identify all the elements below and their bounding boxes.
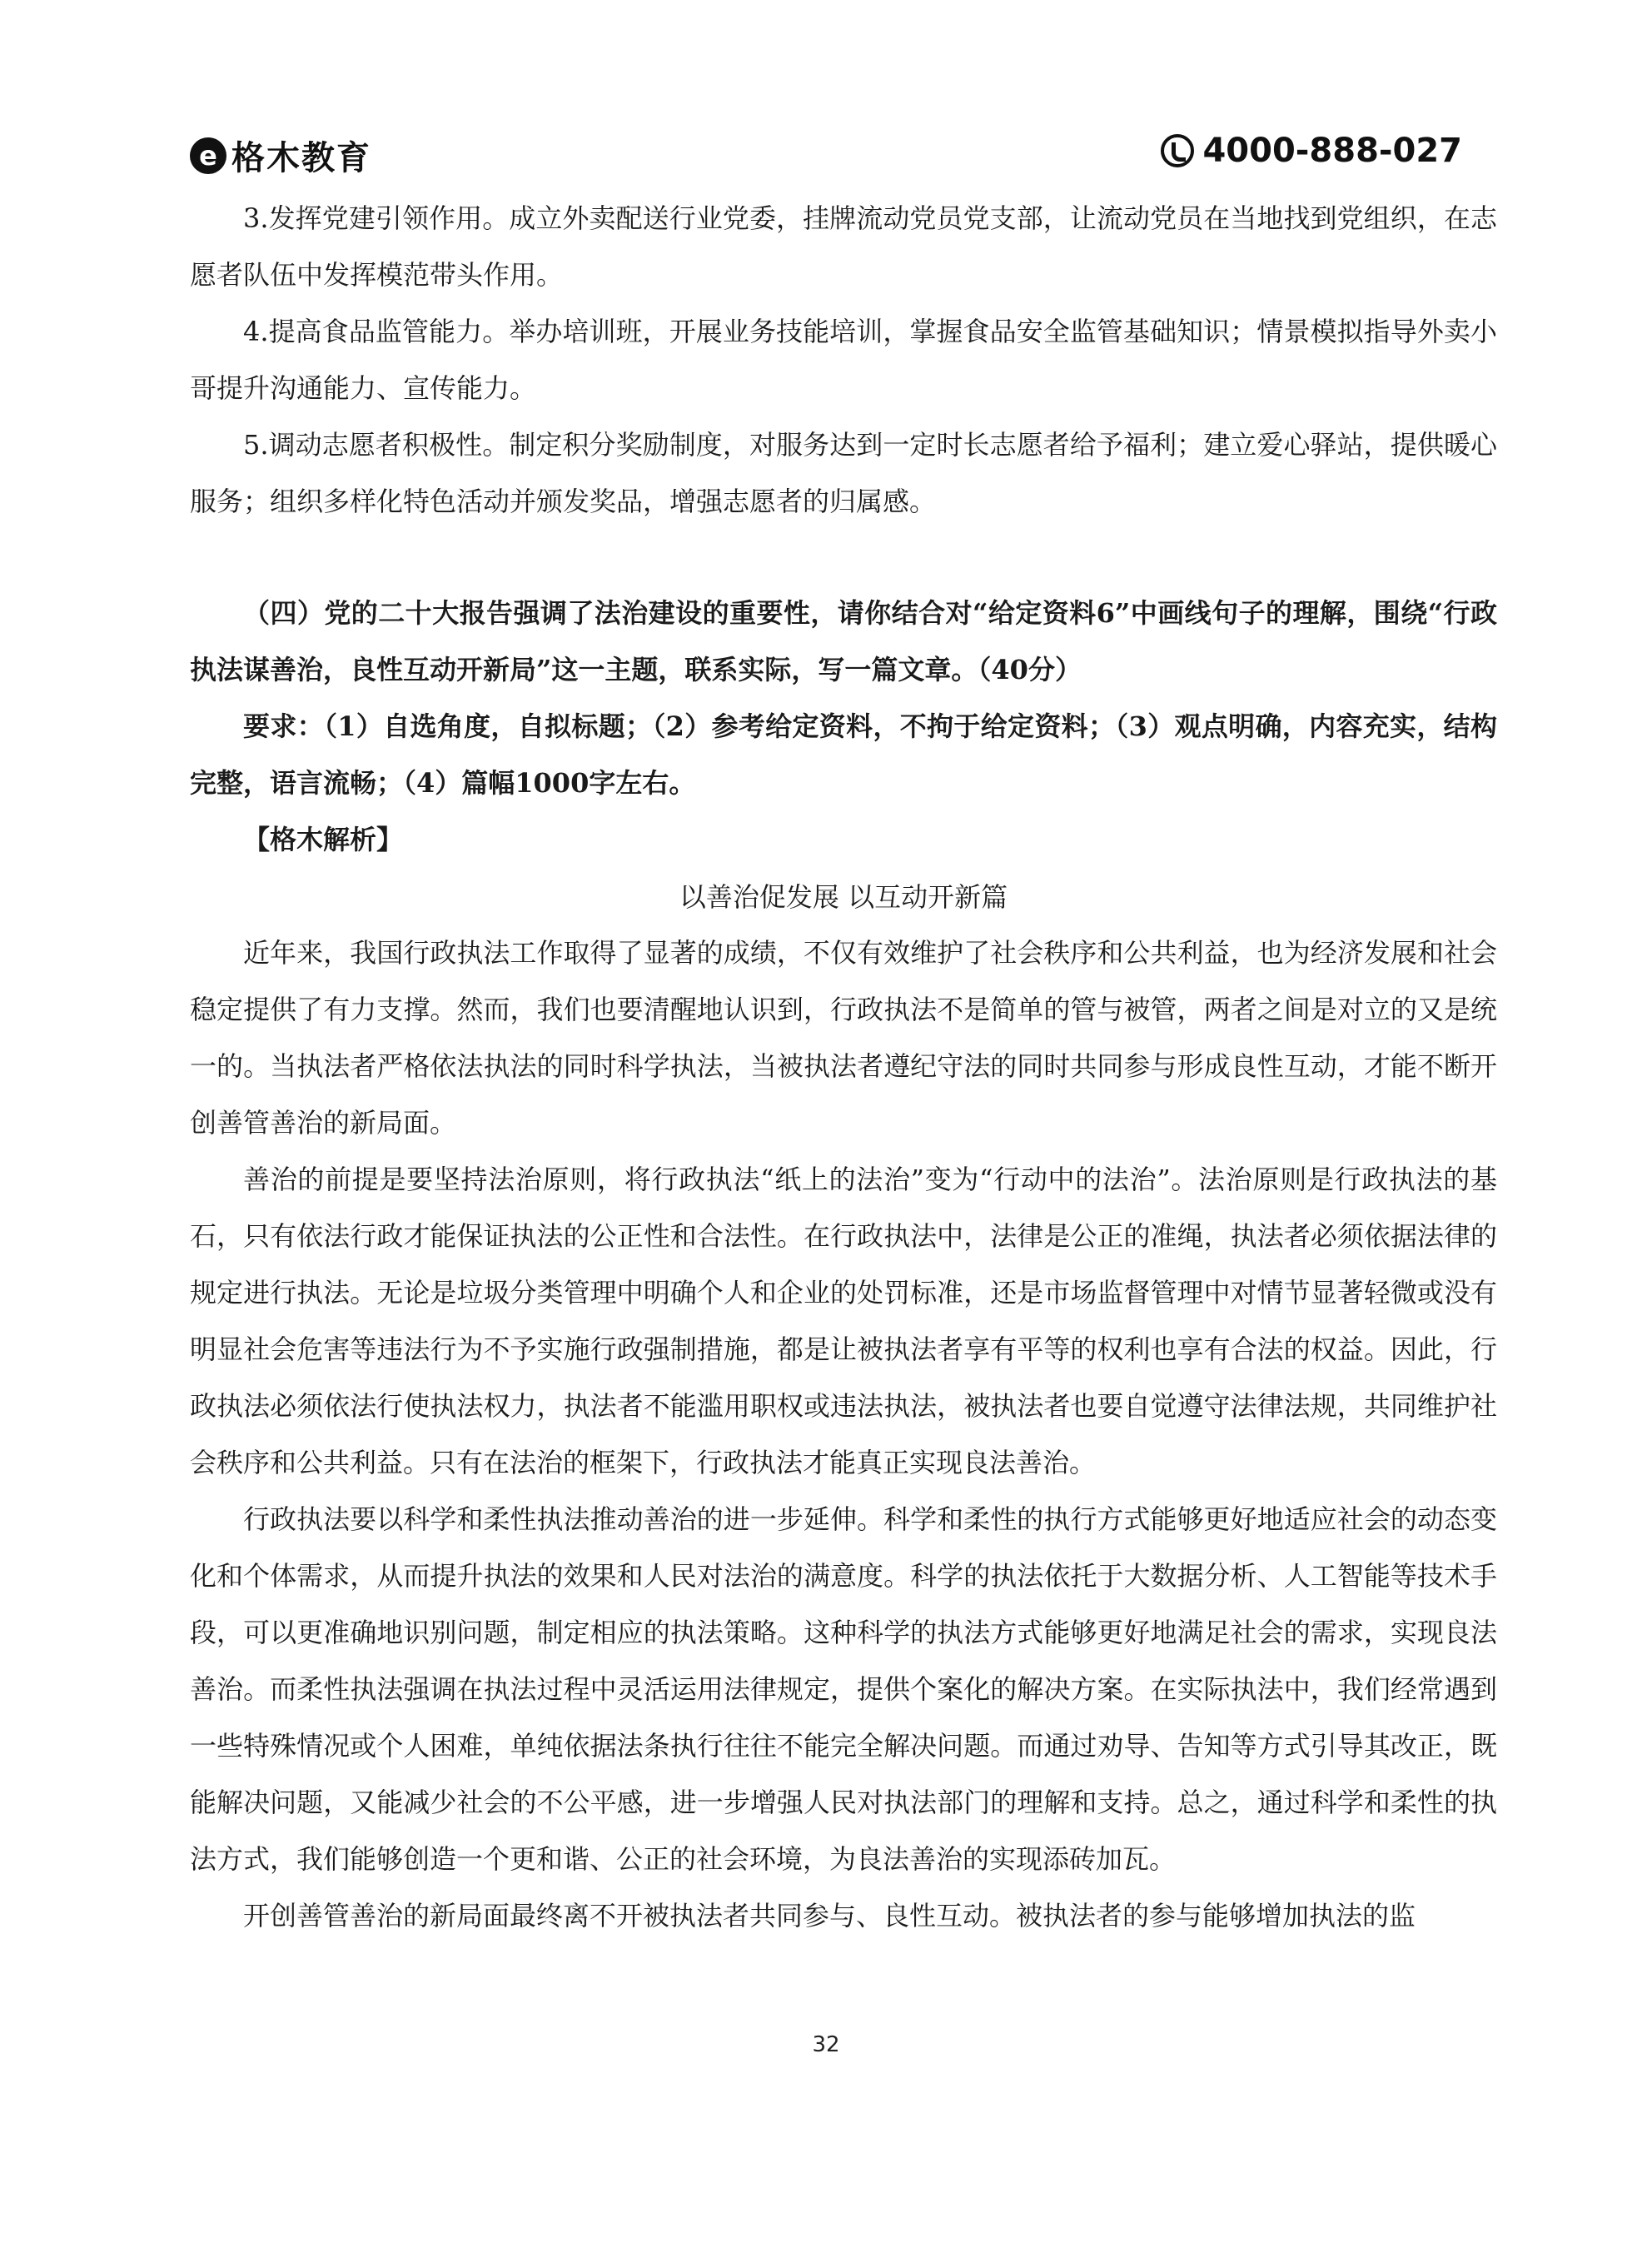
essay-paragraph: 行政执法要以科学和柔性执法推动善治的进一步延伸。科学和柔性的执行方式能够更好地适应社会的动态变化和个体需求，从而提升执法的效果和人民对法治的满意度。科学的执法依托于大数据分析、人工智能等技术手段，可以更准确地识别问题，制定相应的执法策略。这种科学的执法方式能够更好地满足社会的需求，实现良法善治。而柔性执法强调在执法过程中灵活运用法律规定，提供个案化的解决方案。在实际执法中，我们经常遇到一些特殊情况或个人困难，单纯依据法条执行往往不能完全解决问题。而通过劝导、告知等方式引导其改正，既能解决问题，又能减少社会的不公平感，进一步增强人民对执法部门的理解和支持。总之，通过科学和柔性的执法方式，我们能够创造一个更和谐、公正的社会环境，为良法善治的实现添砖加瓦。 (190, 1503, 1497, 1875)
essay-paragraph: 近年来，我国行政执法工作取得了显著的成绩，不仅有效维护了社会秩序和公共利益，也为经济发展和社会稳定提供了有力支撑。然而，我们也要清醒地认识到，行政执法不是简单的管与被管，两者之间是对立的又是统一的。当执法者严格依法执法的同时科学执法，当被执法者遵纪守法的同时共同参与形成良性互动，才能不断开创善管善治的新局面。 (190, 937, 1497, 1139)
hotline-number: 4000-888-027 (1202, 132, 1462, 170)
list-item: 4.提高食品监管能力。举办培训班，开展业务技能培训，掌握食品安全监管基础知识；情景模拟指导外卖小哥提升沟通能力、宣传能力。 (190, 316, 1497, 404)
hotline (1161, 132, 1462, 170)
essay-paragraph: 善治的前提是要坚持法治原则，将行政执法“纸上的法治”变为“行动中的法治”。法治原则是行政执法的基石，只有依法行政才能保证执法的公正性和合法性。在行政执法中，法律是公正的准绳，执法者必须依据法律的规定进行执法。无论是垃圾分类管理中明确个人和企业的处罚标准，还是市场监督管理中对情节显著轻微或没有明显社会危害等违法行为不予实施行政强制措施，都是让被执法者享有平等的权利也享有合法的权益。因此，行政执法必须依法行使执法权力，执法者不能滥用职权或违法执法，被执法者也要自觉遵守法律法规，共同维护社会秩序和公共利益。只有在法治的框架下，行政执法才能真正实现良法善治。 (190, 1164, 1497, 1478)
essay-title: 以善治促发展 以互动开新篇 (679, 881, 1008, 913)
phone-icon (1161, 134, 1194, 167)
brand-name: 格木教育 (231, 139, 371, 177)
document-body (190, 190, 1497, 1944)
list-item: 5.调动志愿者积极性。制定积分奖励制度，对服务达到一定时长志愿者给予福利；建立爱心驿站，提供暖心服务；组织多样化特色活动并颁发奖品，增强志愿者的归属感。 (190, 429, 1497, 517)
question-prompt: （四）党的二十大报告强调了法治建设的重要性，请你结合对“给定资料6”中画线句子的理解，围绕“行政执法谋善治，良性互动开新局”这一主题，联系实际，写一篇文章。（40分） (190, 597, 1497, 685)
page-header (190, 125, 1462, 183)
section-spacer (190, 530, 1497, 585)
logo-e-icon: e (190, 137, 226, 174)
list-item: 3.发挥党建引领作用。成立外卖配送行业党委，挂牌流动党员党支部，让流动党员在当地找到党组织，在志愿者队伍中发挥模范带头作用。 (190, 202, 1497, 291)
analysis-label: 【格木解析】 (243, 824, 404, 855)
question-requirements: 要求：（1）自选角度，自拟标题；（2）参考给定资料，不拘于给定资料；（3）观点明确，内容充实，结构完整，语言流畅；（4）篇幅1000字左右。 (190, 710, 1497, 799)
page-number: 32 (812, 2032, 840, 2057)
brand-logo (190, 132, 371, 179)
essay-paragraph: 开创善管善治的新局面最终离不开被执法者共同参与、良性互动。被执法者的参与能够增加执法的监 (243, 1900, 1416, 1931)
